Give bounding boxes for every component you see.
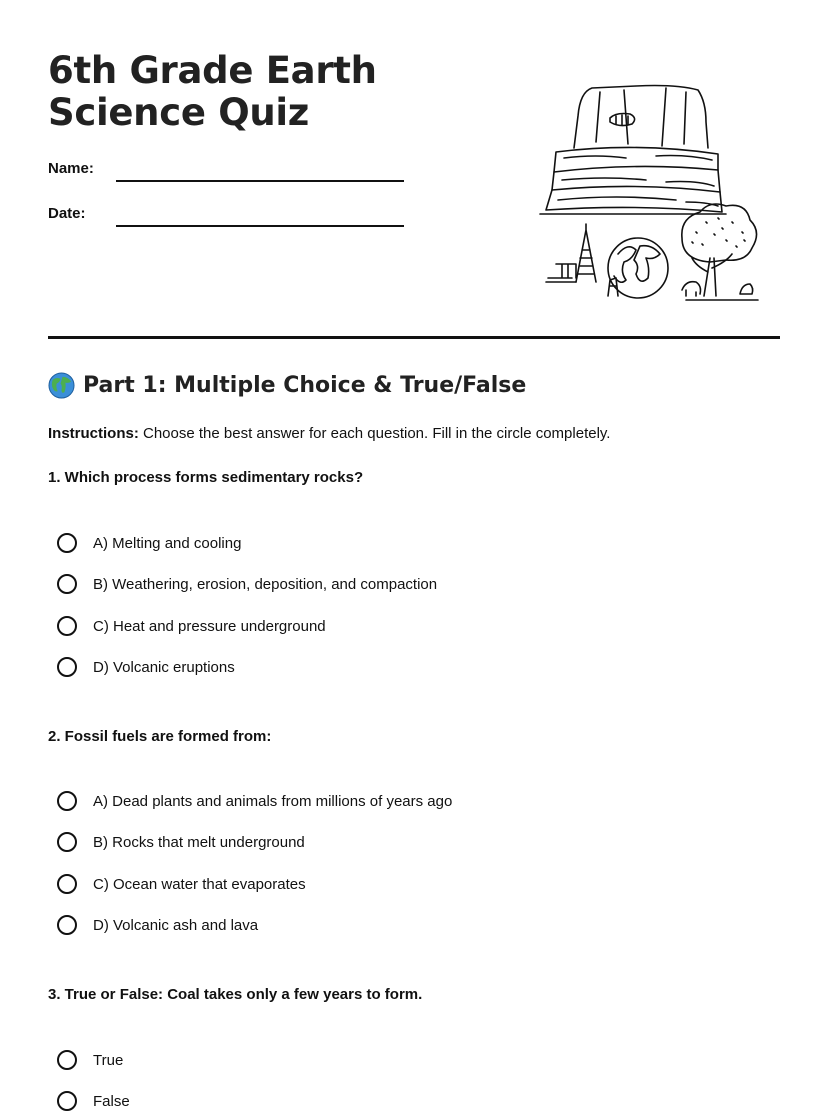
- option-label: C) Heat and pressure underground: [93, 617, 326, 635]
- date-label: Date:: [48, 205, 86, 222]
- page-title: 6th Grade Earth Science Quiz: [48, 49, 377, 134]
- q1-option-a[interactable]: [57, 533, 241, 553]
- radio-button[interactable]: [57, 915, 77, 935]
- q3-option-true[interactable]: [57, 1050, 123, 1070]
- option-label: A) Melting and cooling: [93, 534, 242, 552]
- globe-icon: [48, 372, 75, 399]
- instructions-label: Instructions:: [48, 425, 139, 442]
- q2-option-d[interactable]: [57, 915, 258, 935]
- q3-option-false[interactable]: [57, 1091, 130, 1111]
- radio-button[interactable]: [57, 874, 77, 894]
- radio-button[interactable]: [57, 1050, 77, 1070]
- option-label: D) Volcanic eruptions: [93, 658, 235, 676]
- option-label: True: [93, 1051, 124, 1069]
- radio-button[interactable]: [57, 791, 77, 811]
- option-label: B) Rocks that melt underground: [93, 833, 305, 851]
- radio-button[interactable]: [57, 574, 77, 594]
- instructions-text: Choose the best answer for each question. Fill in the circle completely.: [138, 425, 611, 442]
- section-divider: [48, 336, 780, 339]
- option-label: B) Weathering, erosion, deposition, and compaction: [93, 575, 438, 593]
- question-2: 2. Fossil fuels are formed from:: [48, 728, 272, 745]
- instructions: [48, 425, 610, 442]
- radio-button[interactable]: [57, 616, 77, 636]
- option-label: A) Dead plants and animals from millions of years ago: [93, 792, 453, 810]
- q2-option-a[interactable]: [57, 791, 452, 811]
- q1-option-d[interactable]: [57, 657, 235, 677]
- date-field[interactable]: [116, 225, 404, 227]
- earth-science-illustration: [536, 82, 764, 306]
- question-1: 1. Which process forms sedimentary rocks?: [48, 469, 364, 486]
- part-1-heading-text: Part 1: Multiple Choice & True/False: [83, 373, 527, 398]
- q2-option-c[interactable]: [57, 874, 306, 894]
- radio-button[interactable]: [57, 533, 77, 553]
- q2-option-b[interactable]: [57, 832, 305, 852]
- part-1-heading: [48, 372, 526, 399]
- radio-button[interactable]: [57, 832, 77, 852]
- option-label: D) Volcanic ash and lava: [93, 916, 259, 934]
- name-label: Name:: [48, 160, 94, 177]
- q1-option-c[interactable]: [57, 616, 326, 636]
- question-3: 3. True or False: Coal takes only a few years to form.: [48, 986, 423, 1003]
- name-field[interactable]: [116, 180, 404, 182]
- radio-button[interactable]: [57, 657, 77, 677]
- radio-button[interactable]: [57, 1091, 77, 1111]
- q1-option-b[interactable]: [57, 574, 437, 594]
- option-label: C) Ocean water that evaporates: [93, 875, 306, 893]
- option-label: False: [93, 1092, 130, 1110]
